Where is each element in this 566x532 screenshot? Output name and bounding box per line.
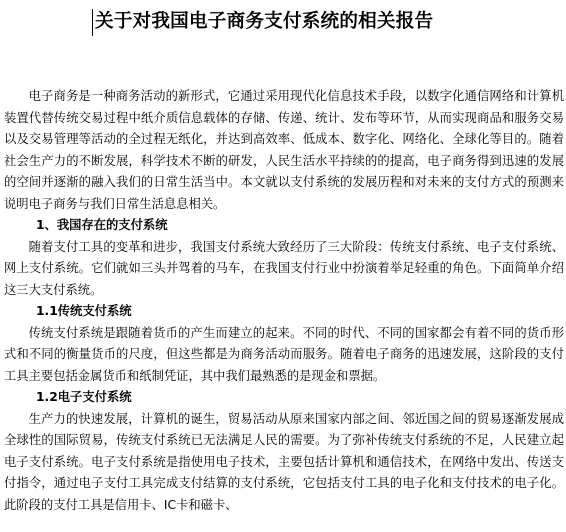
section-heading-electronic-payment[interactable]: 1.2电子支付系统	[35, 390, 132, 404]
document-body[interactable]	[4, 86, 564, 516]
paragraph-payment-systems[interactable]: 随着支付工具的变革和进步，我国支付系统大致经历了三大阶段：传统支付系统、电子支付系统、网上支付系统。它们就如三头并驾着的马车，在我国支付行业中扮演着举足轻重的角色。下面简单介绍这三大支付系统。	[4, 239, 564, 297]
paragraph-electronic-payment[interactable]: 生产力的快速发展，计算机的诞生，贸易活动从原来国家内部之间、邻近国之间的贸易逐渐发展成全球性的国际贸易，传统支付系统已无法满足人民的需要。为了弥补传统支付系统的不足，人民建立起电子支付系统。电子支付系统是指使用电子技术，主要包括计算机和通信技术，在网络中发出、传送支付指令，通过电子支付工具完成支付结算的支付系统，它包括支付工具的电子化和支付技术的电子化。此阶段的支付工具是信用卡、IC卡和磁卡、	[4, 411, 564, 512]
section-heading-traditional-payment[interactable]: 1.1传统支付系统	[35, 304, 132, 318]
document-title[interactable]: 关于对我国电子商务支付系统的相关报告	[95, 11, 434, 32]
paragraph-traditional-payment[interactable]: 传统支付系统是跟随着货币的产生而建立的起来。不同的时代、不同的国家都会有着不同的货币形式和不同的衡量货币的尺度，但这些都是为商务活动而服务。随着电子商务的迅速发展，这阶段的支付工具主要包括金属货币和纸制凭证，其中我们最熟悉的是现金和票据。	[4, 325, 564, 383]
paragraph-intro[interactable]: 电子商务是一种商务活动的新形式，它通过采用现代化信息技术手段，以数字化通信网络和计算机装置代替传统交易过程中纸介质信息载体的存储、传递、统计、发布等环节，从而实现商品和服务交易以及交易管理等活动的全过程无纸化，并达到高效率、低成本、数字化、网络化、全球化等目的。随着社会生产力的不断发展，科学技术不断的研发，人民生活水平持续的的提高，电子商务得到迅速的发展的空间并逐渐的融入我们的日常生活当中。本文就以支付系统的发展历程和对未来的支付方式的预测来说明电子商务与我们日常生活息息相关。	[4, 89, 564, 211]
section-heading-payment-systems[interactable]: 1、我国存在的支付系统	[35, 218, 168, 232]
text-cursor	[92, 9, 93, 36]
